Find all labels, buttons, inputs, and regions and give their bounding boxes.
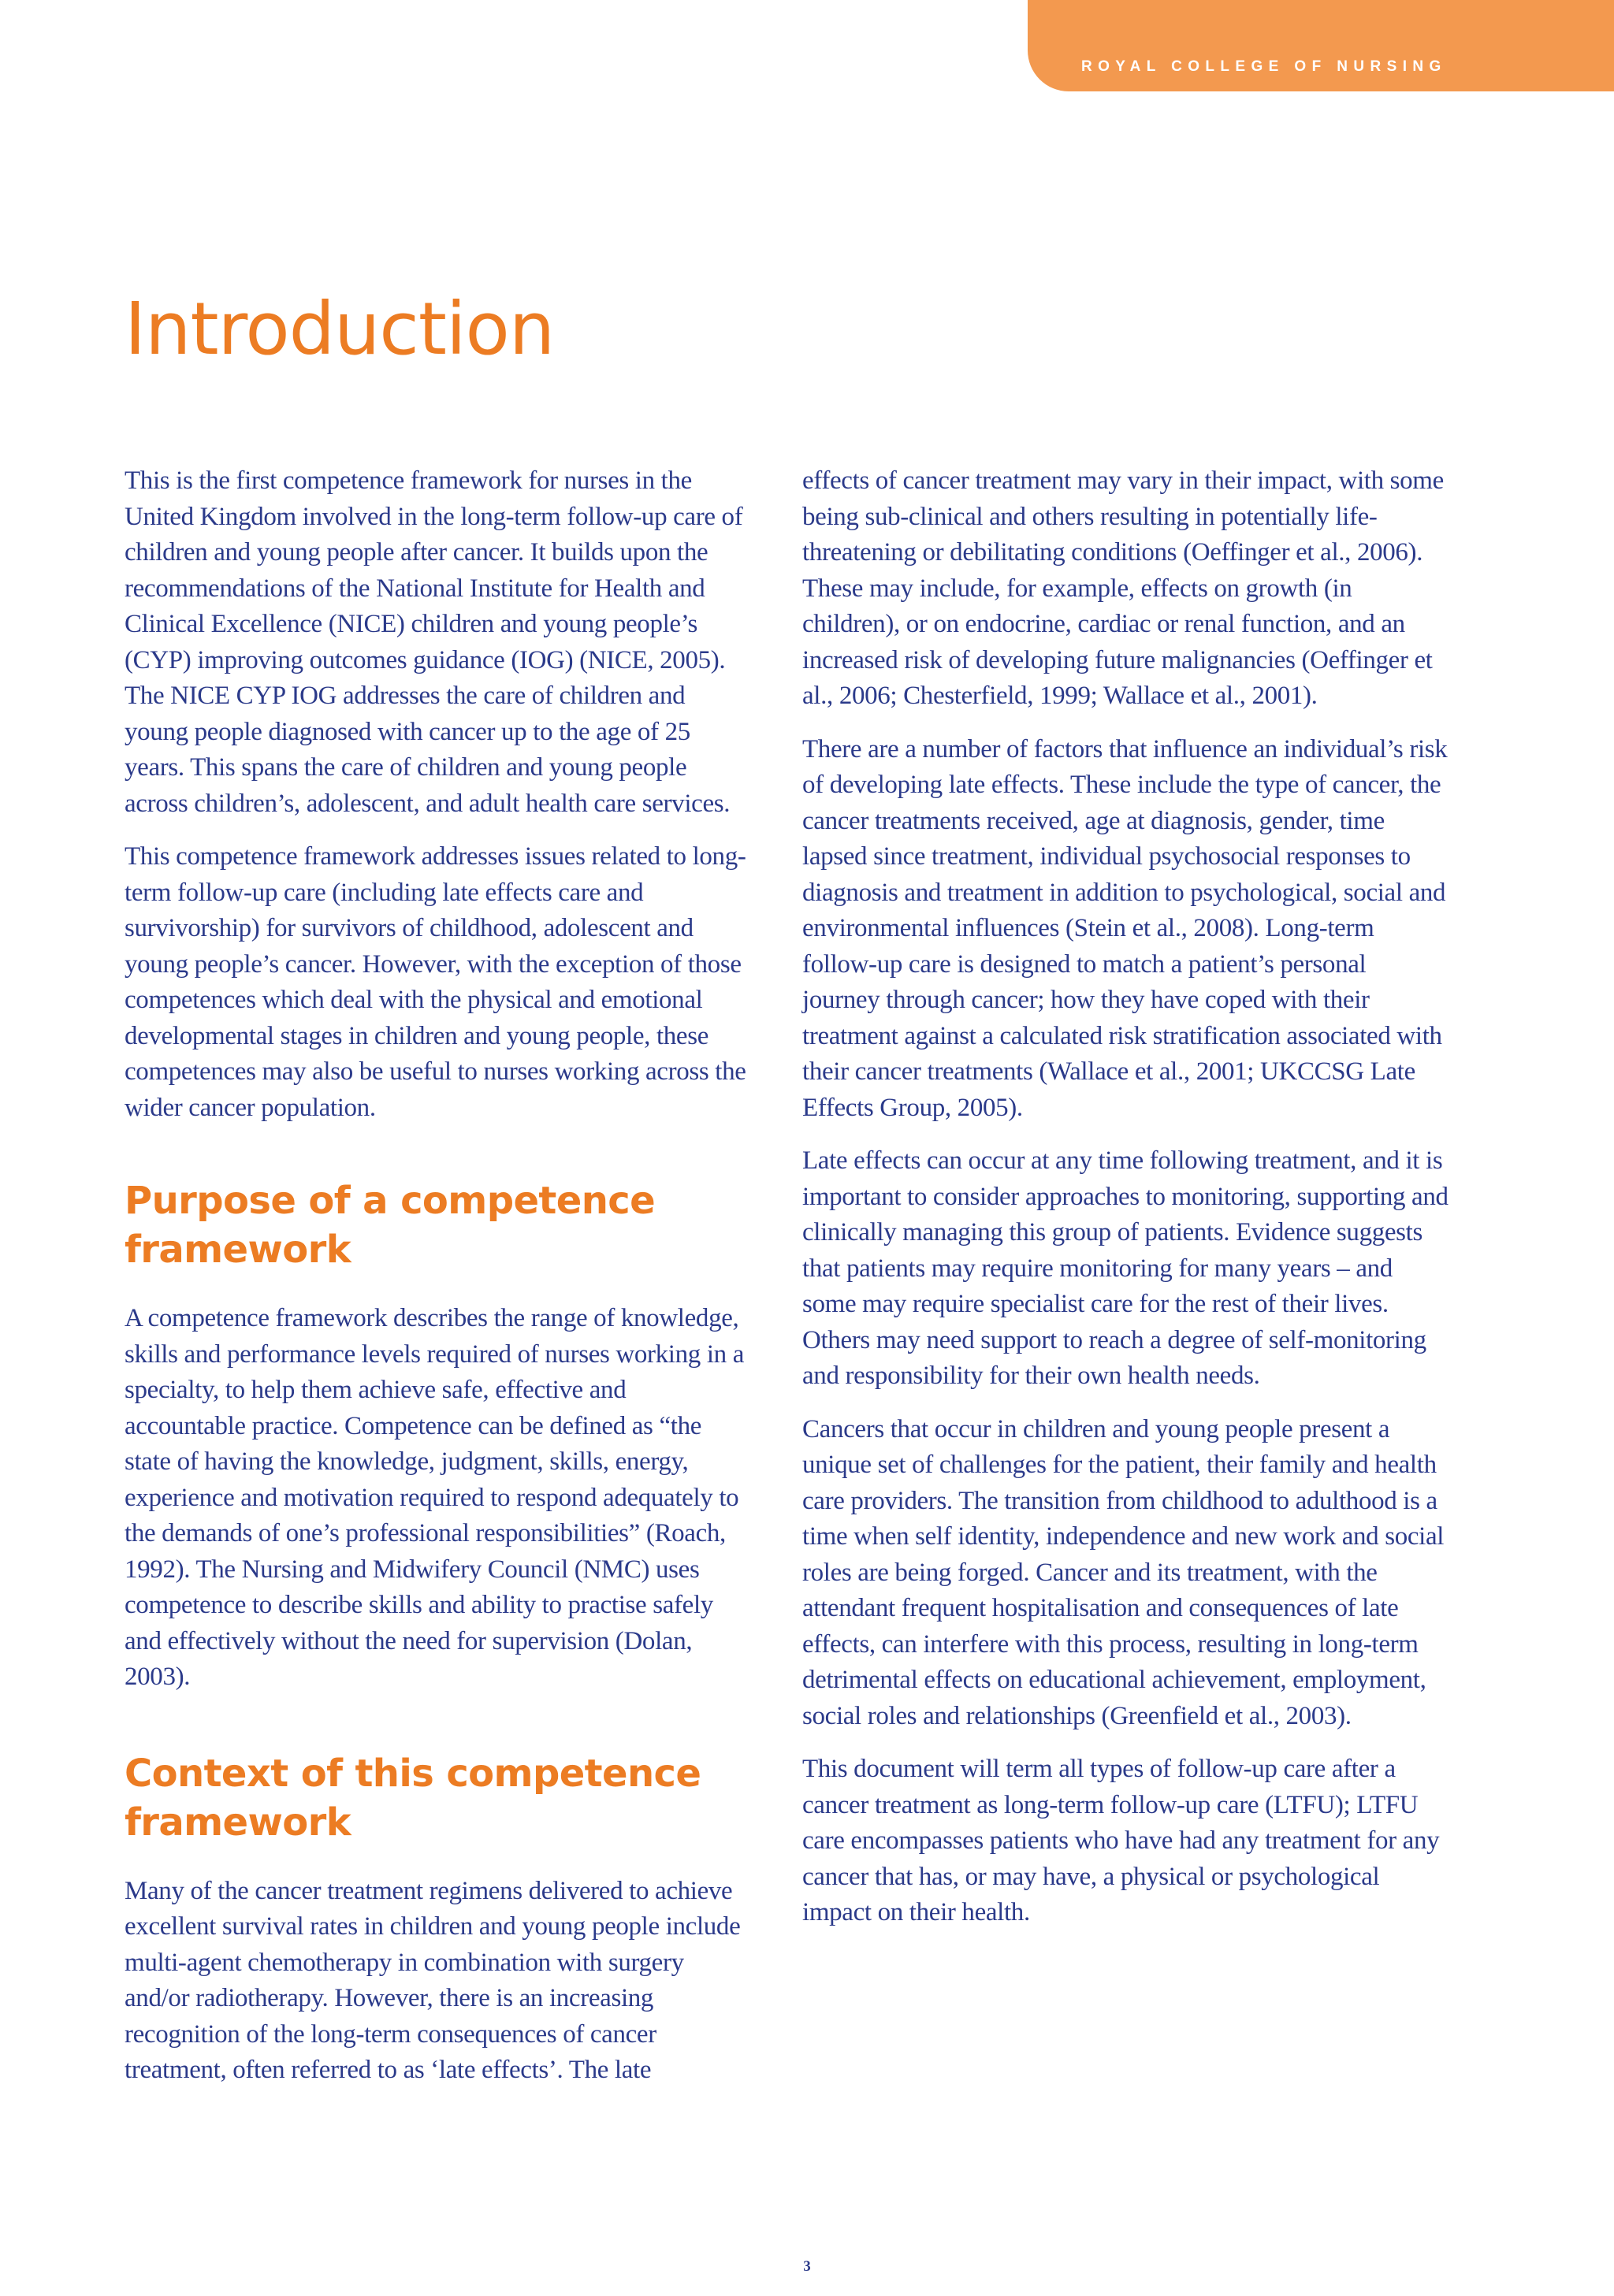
header-tab [1028, 0, 1614, 91]
intro-paragraph-1: This is the first competence framework for nurses in the United Kingdom involved in the long-term follow-up care of children and young people after cancer. It builds upon the recommendations of the National Institute for Health and Clinical Excellence (NICE) children and young people’s (CYP) improving outcomes guidance (IOG) (NICE, 2005). The NICE CYP IOG addresses the care of children and young people diagnosed with cancer up to the age of 25 years. This spans the care of children and young people across children’s, adolescent, and adult health care services. [125, 466, 743, 818]
risk-factors-paragraph: There are a number of factors that influence an individual’s risk of developing late effects. These include the type of cancer, the cancer treatments received, age at diagnosis, gender, time lapsed since treatment, individual psychosocial responses to diagnosis and treatment in addition to psychological, social and environmental influences (Stein et al., 2008). Long-term follow-up care is designed to match a patient’s personal journey through cancer; how they have coped with their treatment against a calculated risk stratification associated with their cancer treatments (Wallace et al., 2001; UKCCSG Late Effects Group, 2005). [802, 734, 1448, 1122]
challenges-paragraph: Cancers that occur in children and young people present a unique set of challenges for the patient, their family and health care providers. The transition from childhood to adulthood is a time when self identity, independence and new work and social roles are being forged. Cancer and its treatment, with the attendant frequent hospitalisation and consequences of late effects, can interfere with this process, resulting in long-term detrimental effects on educational achievement, employment, social roles and relationships (Greenfield et al., 2003). [802, 1414, 1445, 1730]
page-title: Introduction [125, 287, 555, 371]
page-number: 3 [803, 2258, 811, 2275]
org-name: ROYAL COLLEGE OF NURSING [1081, 58, 1447, 75]
late-effects-paragraph: effects of cancer treatment may vary in their impact, with some being sub-clinical and others resulting in potentially life-threatening or debilitating conditions (Oeffinger et al., 2006). These may include, for example, effects on growth (in children), or on endocrine, cardiac or renal function, and an increased risk of developing future malignancies (Oeffinger et al., 2006; Chesterfield, 1999; Wallace et al., 2001). [802, 466, 1444, 710]
right-column [802, 463, 1449, 1949]
purpose-paragraph: A competence framework describes the range of knowledge, skills and performance levels required of nurses working in a specialty, to help them achieve safe, effective and accountable practice. Competence can be defined as “the state of having the knowledge, judgment, skills, energy, experience and motivation required to respond adequately to the demands of one’s professional responsibilities” (Roach, 1992). The Nursing and Midwifery Council (NMC) uses competence to describe skills and ability to practise safely and effectively without the need for supervision (Dolan, 2003). [125, 1304, 744, 1691]
purpose-heading: Purpose of a competence framework [125, 1179, 656, 1272]
monitoring-paragraph: Late effects can occur at any time following treatment, and it is important to consider approaches to monitoring, supporting and clinically managing this group of patients. Evidence suggests that patients may require monitoring for many years – and some may require specialist care for the rest of their lives. Others may need support to reach a degree of self-monitoring and responsibility for their own health needs. [802, 1146, 1449, 1390]
left-column [125, 463, 747, 2106]
intro-paragraph-2: This competence framework addresses issues related to long-term follow-up care (including late effects care and survivorship) for survivors of childhood, adolescent and young people’s cancer. However, with the exception of those competences which deal with the physical and emotional developmental stages in children and young people, these competences may also be useful to nurses working across the wider cancer population. [125, 842, 746, 1122]
ltfu-definition-paragraph: This document will term all types of follow-up care after a cancer treatment as long-term follow-up care (LTFU); LTFU care encompasses patients who have had any treatment for any cancer that has, or may have, a physical or psychological impact on their health. [802, 1755, 1440, 1926]
context-paragraph: Many of the cancer treatment regimens delivered to achieve excellent survival rates in children and young people include multi-agent chemotherapy in combination with surgery and/or radiotherapy. However, there is an increasing recognition of the long-term consequences of cancer treatment, often referred to as ‘late effects’. The late [125, 1876, 741, 2084]
context-heading: Context of this competence framework [125, 1751, 701, 1845]
